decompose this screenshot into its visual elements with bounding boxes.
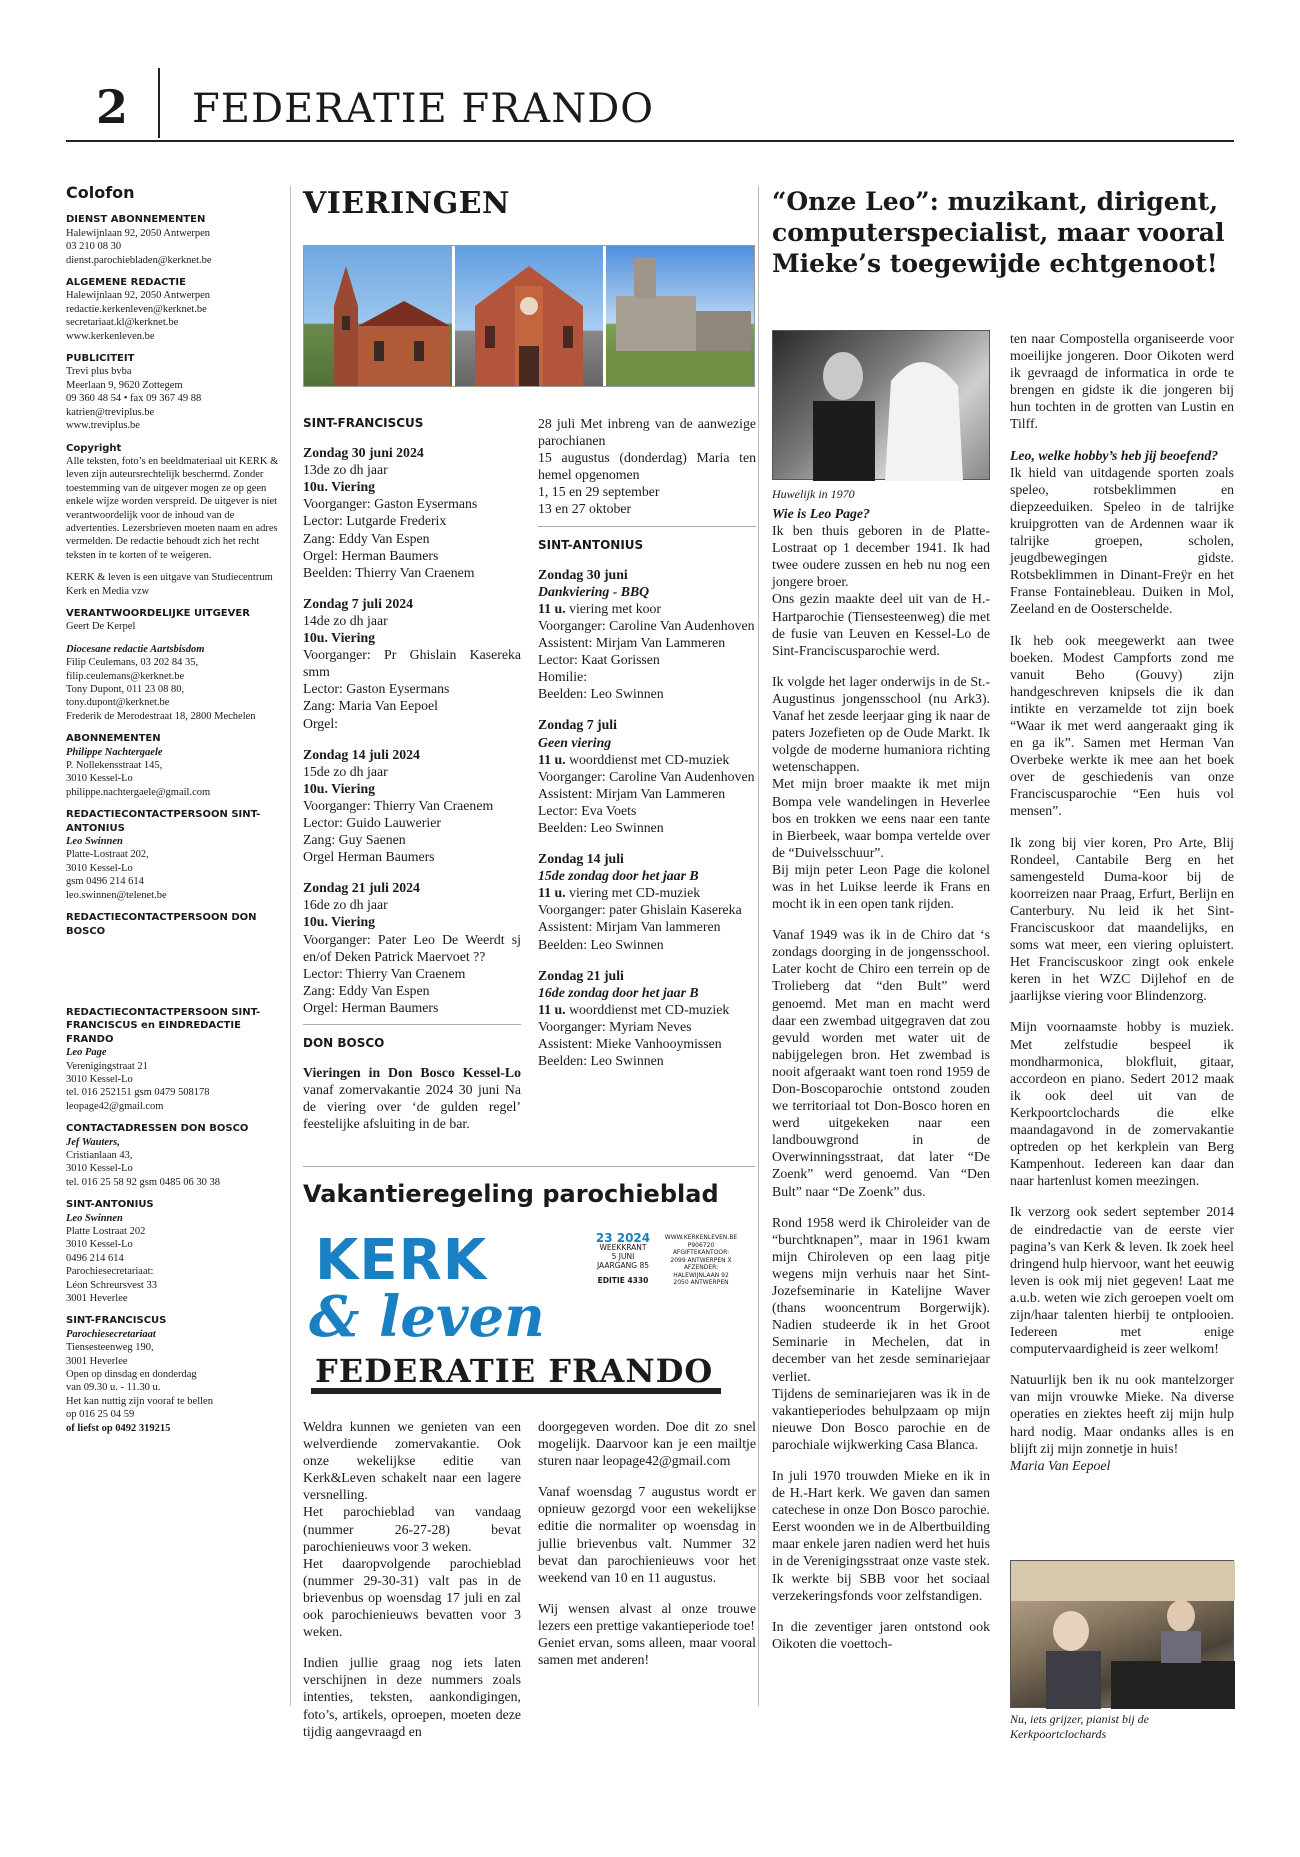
colofon-line: Halewijnlaan 92, 2050 Antwerpen [66,290,211,302]
service-line: Assistent: Mieke Vanhooymissen [538,1036,722,1051]
article-question: Leo, welke hobby’s heb jij beoefend? [1010,447,1219,463]
colofon-line: Tony Dupont, 011 23 08 80, [66,684,185,695]
wedding-caption: Huwelijk in 1970 [772,487,855,501]
church-photo-franciscus [304,246,452,386]
vakantie-paragraph: Vanaf woensdag 7 augustus wordt er opnieuw gezorgd voor een wekelijkse editie die normaliter op woensdag in jullie brievenbus valt. Nummer 32 bevat dan parochienieuws voor het weekend van 10 en 11 augustus. [538,1484,756,1585]
donbosco-lead: Vieringen in Don Bosco Kessel-Lo [303,1065,521,1081]
service-line: Orgel: [303,715,338,731]
vakantie-column-2 [538,1418,756,1668]
article-paragraph: Met mijn broer maakte ik met mijn Bompa vele wandelingen in Heverlee bos en trokken we eens naar een tante in Bierbeek, waar bompa vertelde over de “Duivelsschuur”. [772,776,990,860]
page-number: 2 [96,80,129,134]
service-line: Voorganger: Gaston Eysermans [303,496,478,512]
article-paragraph: Ik volgde het lager onderwijs in de St.-Augustinus jongensschool (nu Ark3). Vanaf het zesde leerjaar ging ik naar de paters Jozefieten op de Oude Markt. Ik volgde de moderne humaniora richting wetenschappen. [772,673,990,775]
pianist-photo [1010,1560,1234,1708]
colofon-link[interactable]: secretariaat.kl@kerknet.be [66,317,179,329]
vakantie-paragraph: Wij wensen alvast al onze trouwe lezers een prettige vakantieperiode toe! [538,1600,756,1633]
service-line: Beelden: Leo Swinnen [538,936,664,952]
service-line: Lector: Lutgarde Frederix [303,513,447,529]
parish-heading-donbosco: DON BOSCO [303,1036,385,1050]
article-author: Maria Van Eepoel [1010,1457,1111,1473]
article-paragraph: Bij mijn peter Leon Page die kolonel was in het Luikse leerde ik Frans en mocht ik in een open tank rijden. [772,861,990,912]
service-type: viering met koor [569,600,662,616]
colofon-uitgave [66,571,286,598]
colofon-name: Philippe Nachtergaele [66,746,163,758]
service-line: Voorganger: Pater Leo De Weerdt sj en/of Deken Patrick Maervoet ?? [303,931,521,964]
colofon-contact-donbosco [66,1122,286,1189]
masthead-post-line: AFGIFTEKANTOOR: [672,1249,730,1256]
colofon-abonnementen [66,732,286,799]
article-column-2 [1010,330,1234,1474]
service-time: 11 u. [538,751,566,767]
column-divider [290,186,291,1706]
article-paragraph: Mijn voornaamste hobby is muziek. Met zelfstudie bespeel ik mondharmonica, blokfluit, gitaar, accordeon en piano. Sedert 2012 maak ik ook deel uit van de Kerkpoortclochards die elke maandagavond in de zomervakantie optreden op het kerkplein van Berg Kampenhout. Iedereen kan daar dan naar hartenlust komen meezingen. [1010,1019,1234,1189]
article-paragraph: Vanaf 1949 was ik in de Chiro dat ‘s zondags doorging in de jongensschool. Later kocht de Chiro een terrein op de Trolieberg dat “den Bult” werd genoemd. Met man en macht werd daar een zwembad uitgegraven dat zou gevuld worden met water uit de nabijgelegen bron. Het zwembad is nooit afgeraakt want toen rond 1959 de Don-Boscoparochie ontstond zouden we territoriaal tot Don-Bosco horen en werd uitgekeken naar een landbouwgrond in de Overwinningsstraat, dat later “De Zoenk” werd genoemd. Van “Den Bult” naar “De Zoenk” dus. [772,927,990,1199]
service-time: 10u. Viering [303,479,376,495]
colofon-link[interactable]: www.treviplus.be [66,420,140,432]
header-rule [66,140,1234,142]
colofon-link[interactable]: www.kerkenleven.be [66,330,155,342]
article-paragraph: Ik ben thuis geboren in de Platte-Lostraat op 1 december 1941. Ik had twee oudere zussen en heb nu nog een jongere broer. [772,523,990,590]
masthead-kerk: KERK [315,1228,488,1293]
colofon-line: Cristianlaan 43, [66,1149,133,1161]
colofon-heading: SINT-FRANCISCUS [66,1315,167,1327]
colofon-name: Leo Swinnen [66,836,123,848]
colofon-link[interactable]: redactie.kerkenleven@kerknet.be [66,303,207,315]
colofon-heading: REDACTIECONTACTPERSOON SINT-FRANCISCUS en EINDREDACTIE FRANDO [66,1006,261,1045]
colofon-line: 3010 Kessel-Lo [66,773,133,785]
vakantie-title: Vakantieregeling parochieblad [303,1180,719,1208]
kerk-en-leven-masthead [303,1218,755,1396]
service-line: Beelden: Leo Swinnen [538,686,664,702]
colofon-line: tel. 016 252151 gsm 0479 508178 [66,1087,210,1099]
parish-heading-antonius: SINT-ANTONIUS [538,537,644,552]
colofon-line: tel. 016 25 58 92 gsm 0485 06 30 38 [66,1176,220,1188]
service-line: Lector: Kaat Gorissen [538,652,660,668]
colofon-text: Alle teksten, foto’s en beeldmateriaal uit KERK & leven zijn auteursrechtelijk beschermd. Zonder toestemming van de uitgever mogen ze op geen enkele wijze worden verspreid. De uitgever is niet verantwoordelijk voor de inhoud van de advertenties. Lezersbrieven moeten naam en adres vermelden. De redactie behoudt zich het recht teksten in te korten of te weigeren. [66,455,279,561]
masthead-leven: & leven [309,1284,545,1350]
service-sub: Dankviering - BBQ [538,583,650,599]
colofon-heading: DIENST ABONNEMENTEN [66,214,206,226]
service-line: Voorganger: pater Ghislain Kasereka [538,902,742,918]
colofon-line: Léon Schreursvest 33 [66,1279,157,1291]
colofon-redactie [66,276,286,343]
vakantie-paragraph: Indien jullie graag nog iets laten verschijnen in deze nummers zoals intenties, teksten, aankondigingen, foto’s, artikels, oproepen, moeten deze tijdig aangevraagd en [303,1655,521,1739]
service-line: Lector: Eva Voets [538,802,637,818]
masthead-post-line: P906720 [687,1241,715,1249]
masthead-issue-number: 23 2024 [595,1231,651,1245]
parish-heading-franciscus: SINT-FRANCISCUS [303,416,424,430]
colofon-link[interactable]: dienst.parochiebladen@kerknet.be [66,254,212,266]
service-line: Voorganger: Pr Ghislain Kasereka smm [303,647,521,680]
service-line: Orgel: Herman Baumers [303,999,439,1015]
vakantie-paragraph: Het parochieblad van vandaag (nummer 26-27-28) bevat parochienieuws voor 3 weken. [303,1504,521,1554]
colofon-line: 3010 Kessel-Lo [66,1239,133,1251]
colofon-contact-antonius [66,1198,286,1305]
service-time: 10u. Viering [303,914,376,930]
vakantie-column-1 [303,1418,521,1740]
colofon-line: 3010 Kessel-Lo [66,862,133,874]
vakantie-paragraph: doorgegeven worden. Doe dit zo snel mogelijk. Daarvoor kan je een mailtje sturen naar leopage42@gmail.com [538,1419,756,1469]
colofon-heading: PUBLICITEIT [66,353,135,365]
colofon-heading: CONTACTADRESSEN DON BOSCO [66,1123,249,1135]
donbosco-text: vanaf zomervakantie 2024 30 juni Na de viering over ‘de gulden regel’ feestelijke afsluiting in de bar. [303,1082,521,1132]
colofon-line: gsm 0496 214 614 [66,876,144,888]
masthead-post-line: AFZENDER: [683,1264,719,1271]
service-line: Lector: Guido Lauwerier [303,814,441,830]
donbosco-line: 15 augustus (donderdag) Maria ten hemel opgenomen [538,450,756,483]
article-paragraph: Ik hield van uitdagende sporten zoals speleo, rotsbeklimmen en diepzeeduiken. Speleo in de talrijke kruipgrotten van de Ardennen waar ik talrijke groepen, scholen, jeugdbewegingen gidste. Rotsbeklimmen in Dinant-Freÿr en het Franse Fontainebleau. Duiken in Mol, Zeeland en de Oosterschelde. [1010,464,1234,617]
article-paragraph: Tijdens de seminariejaren was ik in de vakantieperiodes behulpzaam op mijn nieuwe Don Bosco parochie en de parochiale wijkwerking Casa Blanca. [772,1385,990,1452]
colofon-heading: Diocesane redactie Aartsbisdom [66,643,205,655]
service-line: Beelden: Leo Swinnen [538,1053,664,1069]
article-paragraph: Ons gezin maakte deel uit van de H.-Hartparochie (Tiensesteenweg) die met de fusie van Leuven en Kessel-Lo de Sint-Franciscusparochie werd. [772,591,990,658]
donbosco-line: 1, 15 en 29 september [538,484,660,500]
article-paragraph: Rond 1958 werd ik Chiroleider van de “burchtknapen”, maar in 1961 kwam mijn Chiroleven op een laag pitje wegens mijn verhuis naar het Sint-Jozefseminarie in Katelijne Waver (thans wooncentrum Borgerwijk). Nadien studeerde ik in het Groot Seminarie in Mechelen, dat in december van het zesde seminariejaar verliet. [772,1214,990,1384]
service-sub: 16de zondag door het jaar B [538,984,699,1000]
vakantie-paragraph: Weldra kunnen we genieten van een welverdiende zomervakantie. Ook onze wekelijkse editie van Kerk&Leven schakelt naar een lagere versnelling. [303,1419,521,1503]
colofon-line: 3010 Kessel-Lo [66,1163,133,1175]
colofon-line: Platte Lostraat 202 [66,1226,146,1237]
article-question: Wie is Leo Page? [772,506,870,521]
service-line: Voorganger: Caroline Van Audenhoven [538,617,755,633]
colofon-link[interactable]: filip.ceulemans@kerknet.be [66,670,185,682]
colofon-heading: REDACTIECONTACTPERSOON SINT-ANTONIUS [66,809,261,834]
colofon-name: Leo Page [66,1047,107,1059]
vieringen-title: VIERINGEN [303,186,510,221]
pianist-caption: Nu, iets grijzer, pianist bij de Kerkpoortclochards [1010,1712,1150,1741]
donbosco-line: 28 juli Met inbreng van de aanwezige parochianen [538,416,756,449]
service-time: 11 u. [538,600,566,616]
colofon-line: Het kan nuttig zijn vooraf te bellen [66,1395,213,1407]
service-line: Lector: Gaston Eysermans [303,681,450,697]
service-line: Assistent: Mirjam Van lammeren [538,919,721,935]
page-title: FEDERATIE FRANDO [192,86,655,132]
article-title: “Onze Leo”: muzikant, dirigent, computerspecialist, maar vooral Mieke’s toegewijde echtgenoot! [772,187,1225,278]
colofon-line: Halewijnlaan 92, 2050 Antwerpen [66,227,211,239]
service-sub: 15de zo dh jaar [303,763,388,779]
masthead-edition: EDITIE 4330 [597,1276,649,1285]
article-paragraph: ten naar Compostella organiseerde voor moeilijke jongeren. Door Oikoten werd ik gevraagd de informatica in orde te brengen en gidste ik die jongeren bij hun tochten in de grotten van Lustin en Tilff. [1010,331,1234,432]
colofon-line: Tiensesteenweg 190, [66,1342,154,1354]
vakantie-paragraph: Geniet ervan, soms alleen, maar vooral samen met anderen! [538,1635,756,1668]
colofon-link[interactable]: katrien@treviplus.be [66,406,155,418]
service-sub: 14de zo dh jaar [303,612,388,628]
masthead-post-line: HALEWIJNLAAN 92 [673,1271,729,1279]
colofon-link[interactable]: tony.dupont@kerknet.be [66,697,170,709]
colofon-line: 3001 Heverlee [66,1293,128,1305]
colofon [66,183,286,1444]
article-paragraph: Ik verzorg ook sedert september 2014 de eindredactie van de eerste vier pagina’s van Kerk & leven. Ik zoek heel dringend hulp hiervoor, want het eeuwig leven is ook mij niet gegeven! Laat me a.u.b. weten wie zich geroepen voelt om zijn/haar talenten hierbij te ontplooien. Iedereen met enige computervaardigheid is zeer welkom! [1010,1204,1234,1357]
service-sub: 15de zondag door het jaar B [538,868,699,884]
vieringen-column-1 [303,415,521,1132]
service-line: Voorganger: Myriam Neves [538,1018,692,1034]
article-paragraph: Natuurlijk ben ik nu ook mantelzorger van mijn vrouwke Mieke. Na diverse operaties en ziektes heeft zij mijn hulp hard nodig. Maar ondanks alles is en blijft zij mijn zonnetje in huis! [1010,1372,1234,1456]
article-paragraph: Ik heb ook meegewerkt aan twee boeken. Modest Campforts zond me vanuit Beho (Gouvy) zijn handgeschreven knipsels die ik dan intikte en verzamelde tot zijn boek “Waar ik met werd aangeraakt ging ik en ga ik”. Samen met Herman Van Overbeke werkte ik mee aan het boek over de geschiedenis van onze Franciscusparochie “Een huis vol mensen”. [1010,632,1234,819]
masthead-issue-line: WEEKKRANT [599,1243,647,1252]
church-photos [303,245,755,387]
colofon-title: Colofon [66,183,135,202]
service-date: Zondag 14 juli [538,851,624,867]
colofon-line: Parochiesecretariaat: [66,1266,154,1278]
colofon-line: Meerlaan 9, 9620 Zottegem [66,379,183,391]
colofon-line: Platte-Lostraat 202, [66,849,149,861]
service-sub: Geen viering [538,734,612,750]
colofon-rcp-franciscus [66,1006,286,1113]
colofon-rcp-antonius [66,808,286,902]
church-photo-antonius [455,246,603,386]
masthead-issue [593,1231,653,1285]
colofon-line: 3001 Heverlee [66,1355,128,1367]
colofon-line: 09 360 48 54 • fax 09 367 49 88 [66,393,202,405]
vieringen-column-2 [538,415,756,1069]
service-line: Beelden: Thierry Van Craenem [303,564,475,580]
header-divider [158,68,160,138]
service-date: Zondag 30 juni 2024 [303,445,424,461]
service-type: woorddienst met CD-muziek [569,1001,730,1017]
service-date: Zondag 21 juli [538,967,624,983]
colofon-heading: Copyright [66,442,122,454]
masthead-issue-line: JAARGANG 85 [596,1261,650,1270]
article-paragraph: Ik zong bij vier koren, Pro Arte, Blij Rondeel, Cantabile Berg en het samengesteld Duma-koor bij de koorreizen naar Praag, Erfurt, Berlijn en Canterbury. Nu leid ik het Sint-Franciscuskoor dat maandelijks, en soms wat meer, een viering opluistert. Het Franciscuskoor zingt ook enkele keren in het WZC Dijlehof en de jaarlijkse viering voor Blindenzorg. [1010,834,1234,1004]
colofon-line: of liefst op 0492 319215 [66,1422,171,1434]
column-divider [758,186,759,1706]
service-time: 11 u. [538,885,566,901]
section-rule [303,1166,755,1167]
service-line: Orgel: Herman Baumers [303,547,439,563]
colofon-heading: VERANTWOORDELIJKE UITGEVER [66,607,250,619]
masthead-post-line: 2050 ANTWERPEN [673,1279,729,1286]
colofon-line: 03 210 08 30 [66,241,122,253]
colofon-line: Filip Ceulemans, 03 202 84 35, [66,657,199,669]
service-date: Zondag 14 juli 2024 [303,746,420,762]
colofon-contact-franciscus [66,1314,286,1435]
colofon-name: Jef Wauters, [66,1136,120,1148]
colofon-copyright [66,442,286,563]
colofon-publiciteit [66,352,286,432]
masthead-federatie: FEDERATIE FRANDO [315,1352,714,1390]
colofon-link[interactable]: leo.swinnen@telenet.be [66,889,167,901]
service-date: Zondag 7 juli [538,717,617,733]
colofon-line: Trevi plus bvba [66,366,132,378]
donbosco-line: 13 en 27 oktober [538,501,632,517]
article-column-1 [772,505,990,1652]
service-type: viering met CD-muziek [569,885,701,901]
service-time: 11 u. [538,1001,566,1017]
service-time: 10u. Viering [303,780,376,796]
colofon-line: Open op dinsdag en donderdag [66,1369,197,1381]
colofon-line: 3010 Kessel-Lo [66,1073,133,1085]
masthead-post-line: 2099 ANTWERPEN X [670,1256,732,1264]
masthead-post-line: WWW.KERKENLEVEN.BE [664,1234,738,1241]
wedding-photo [772,330,990,480]
service-date: Zondag 7 juli 2024 [303,595,414,611]
service-line: Zang: Guy Saenen [303,832,406,848]
masthead-issue-line: 5 JUNI [611,1252,635,1261]
service-date: Zondag 30 juni [538,566,628,582]
masthead-postal [655,1234,747,1287]
vakantie-paragraph: Het daaropvolgende parochieblad (nummer 29-30-31) valt pas in de brievenbus op woensdag 17 juli en zal ook parochienieuws bevatten voor 3 weken. [303,1555,521,1640]
colofon-line: op 016 25 04 59 [66,1409,135,1421]
colofon-heading: REDACTIECONTACTPERSOON DON BOSCO [66,912,257,937]
church-photo-donbosco [606,246,754,386]
service-line: Orgel Herman Baumers [303,849,435,865]
article-paragraph: In die zeventiger jaren ontstond ook Oikoten die voettoch- [772,1618,990,1651]
colofon-line: P. Nollekensstraat 145, [66,760,163,772]
service-line: Assistent: Mirjam Van Lammeren [538,635,726,651]
service-time: 10u. Viering [303,630,376,646]
service-line: Zang: Eddy Van Espen [303,982,430,998]
colofon-heading: ABONNEMENTEN [66,733,161,745]
colofon-diocesane [66,643,286,723]
colofon-line: 0496 214 614 [66,1252,124,1264]
service-sub: 13de zo dh jaar [303,462,388,478]
colofon-abonnementen-dienst [66,213,286,267]
colofon-name: Parochiesecretariaat [66,1328,156,1340]
service-line: Lector: Thierry Van Craenem [303,965,466,981]
service-line: Zang: Maria Van Eepoel [303,698,438,714]
colofon-link[interactable]: leopage42@gmail.com [66,1100,164,1112]
colofon-name: Leo Swinnen [66,1212,123,1224]
service-line: Homilie: [538,669,588,685]
colofon-rcp-donbosco [66,911,286,938]
service-line: Zang: Eddy Van Espen [303,530,430,546]
service-line: Assistent: Mirjam Van Lammeren [538,785,726,801]
colofon-text: KERK & leven is een uitgave van Studiecentrum Kerk en Media vzw [66,572,273,597]
colofon-link[interactable]: philippe.nachtergaele@gmail.com [66,786,211,798]
service-type: woorddienst met CD-muziek [569,751,730,767]
colofon-heading: ALGEMENE REDACTIE [66,277,186,289]
colofon-line: Geert De Kerpel [66,621,136,633]
colofon-line: Frederik de Merodestraat 18, 2800 Mechelen [66,710,256,722]
service-line: Voorganger: Caroline Van Audenhoven [538,768,755,784]
colofon-line: van 09.30 u. - 11.30 u. [66,1382,161,1394]
colofon-vu [66,607,286,634]
colofon-heading: SINT-ANTONIUS [66,1199,154,1211]
service-line: Voorganger: Thierry Van Craenem [303,797,494,813]
service-sub: 16de zo dh jaar [303,897,388,913]
service-line: Beelden: Leo Swinnen [538,819,664,835]
article-paragraph: In juli 1970 trouwden Mieke en ik in de H.-Hart kerk. We gaven dan samen catechese in onze Don Bosco parochie. Eerst woonden we in de Albertbuilding maar enkele jaren nadien werd het huis in de Verenigingsstraat onze vaste stek. Ik werkte bij SBB voor het sociaal verzekeringsfonds voor zelfstandigen. [772,1467,990,1603]
service-date: Zondag 21 juli 2024 [303,880,420,896]
colofon-line: Verenigingstraat 21 [66,1060,148,1072]
